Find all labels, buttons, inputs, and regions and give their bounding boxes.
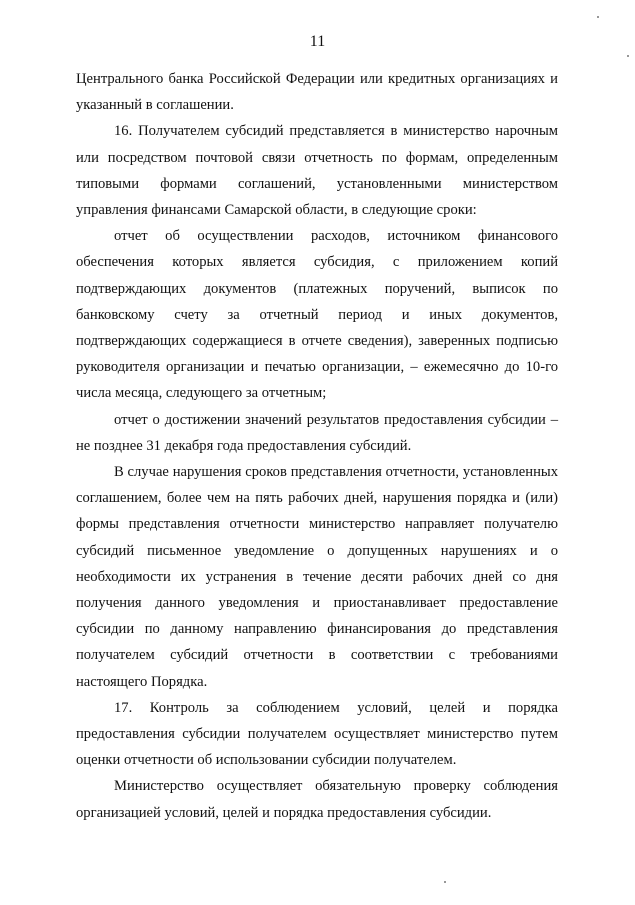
paragraph-continuation: Центрального банка Российской Федерации или кредитных организациях и указанный в соглашении. [76,71,558,114]
document-body [76,66,558,826]
paragraph-item-17: 17. Контроль за соблюдением условий, целей и порядка предоставления субсидии получателем осуществляет министерство путем оценки отчетности об использовании субсидии получателем. [76,699,558,769]
scan-speck [444,881,446,883]
scan-speck [597,16,599,18]
paragraph-item-16: 16. Получателем субсидий представляется в министерство нарочным или посредством почтовой связи отчетность по формам, определенным типовыми формами соглашений, установленными министерством управления финансами Самарской области, в следующие сроки: [76,123,558,219]
paragraph-expense-report: отчет об осуществлении расходов, источником финансового обеспечения которых является субсидия, с приложением копий подтверждающих документов (платежных поручений, выписок по банковскому счету за отчетный период и иных документов, подтверждающих содержащиеся в отчете сведения), заверенных подписью руководителя организации и печатью организации, – ежемесячно до 10-го числа месяца, следующего за отчетным; [76,228,558,402]
paragraph-results-report: отчет о достижении значений результатов предоставления субсидии – не позднее 31 декабря года предоставления субсидий. [76,411,558,454]
page-number: 11 [309,33,326,50]
paragraph-ministry-check: Министерство осуществляет обязательную проверку соблюдения организацией условий, целей и порядка предоставления субсидии. [76,778,558,821]
scan-speck [627,55,629,57]
paragraph-violation: В случае нарушения сроков представления отчетности, установленных соглашением, более чем на пять рабочих дней, нарушения порядка и (или) формы представления отчетности министерство направляет получателю субсидий письменное уведомление о допущенных нарушениях и о необходимости их устранения в течение десяти рабочих дней со дня получения данного уведомления и приостанавливает предоставление субсидии по данному направлению финансирования до представления получателем субсидий отчетности в соответствии с требованиями настоящего Порядка. [76,464,558,690]
